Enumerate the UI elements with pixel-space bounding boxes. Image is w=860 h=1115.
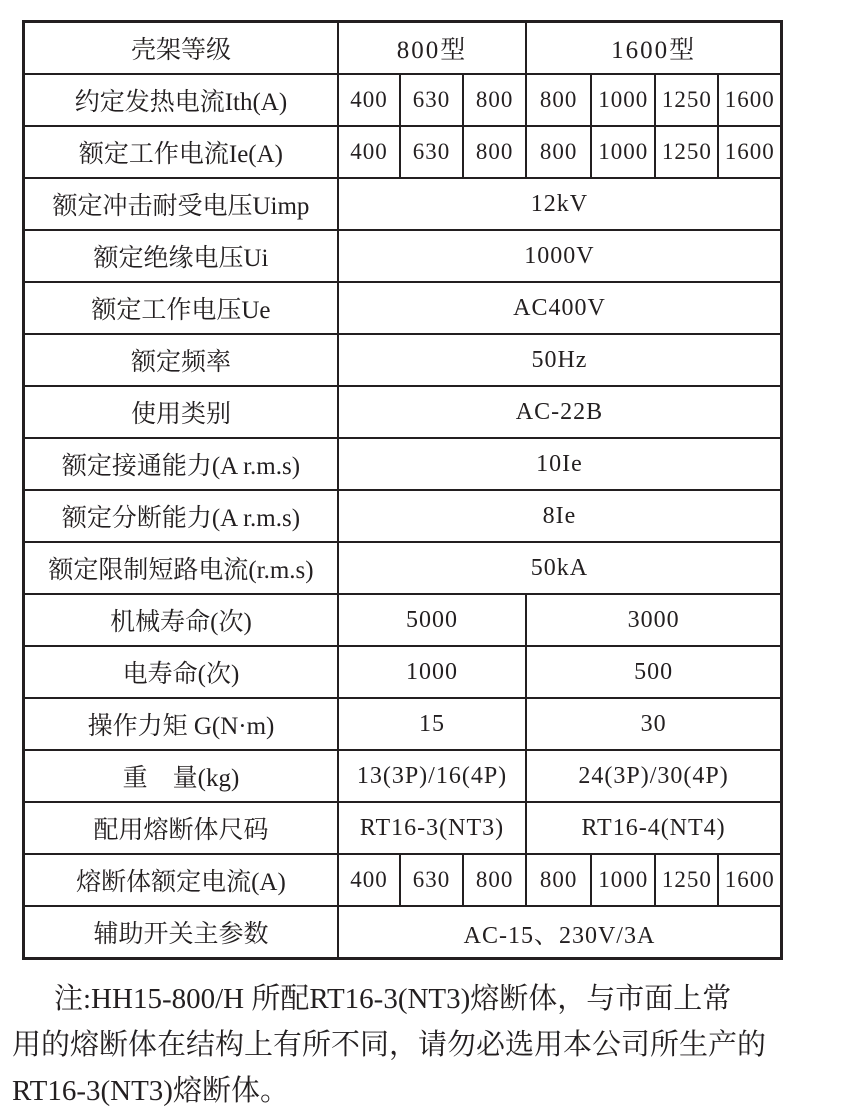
value-cell: 800 [463, 854, 526, 906]
row-making-capacity [24, 438, 782, 490]
value-cell-1600: 24(3P)/30(4P) [526, 750, 781, 802]
value-cell-800: 5000 [338, 594, 526, 646]
value-cell: 800 [463, 74, 526, 126]
value-cell-1600: 30 [526, 698, 781, 750]
row-fuse-link-size [24, 802, 782, 854]
value-cell: 50Hz [338, 334, 782, 386]
value-cell: AC-15、230V/3A [338, 906, 782, 959]
footnote [12, 976, 832, 1114]
value-cell-800: 13(3P)/16(4P) [338, 750, 526, 802]
value-cell: AC-22B [338, 386, 782, 438]
row-label: 使用类别 [24, 386, 338, 438]
value-cell: 400 [338, 74, 400, 126]
value-cell: 630 [400, 126, 463, 178]
row-label: 配用熔断体尺码 [24, 802, 338, 854]
value-cell: 1600 [718, 126, 781, 178]
value-cell-800: 15 [338, 698, 526, 750]
row-limited-short-circuit-current [24, 542, 782, 594]
value-cell: 1250 [655, 854, 718, 906]
value-cell-800: 1000 [338, 646, 526, 698]
value-cell-1600: 3000 [526, 594, 781, 646]
value-cell: 8Ie [338, 490, 782, 542]
row-label: 熔断体额定电流(A) [24, 854, 338, 906]
row-label: 额定工作电压Ue [24, 282, 338, 334]
value-cell: 1600 [718, 74, 781, 126]
row-breaking-capacity [24, 490, 782, 542]
col-header-1600: 1600型 [526, 22, 781, 75]
row-label: 辅助开关主参数 [24, 906, 338, 959]
value-cell-1600: 500 [526, 646, 781, 698]
value-cell: 800 [526, 854, 591, 906]
value-cell: 1000V [338, 230, 782, 282]
value-cell: 1600 [718, 854, 781, 906]
row-label: 壳架等级 [24, 22, 338, 75]
value-cell: 1000 [591, 74, 655, 126]
value-cell: 800 [526, 126, 591, 178]
col-header-800: 800型 [338, 22, 526, 75]
value-cell: 400 [338, 854, 400, 906]
row-mechanical-life [24, 594, 782, 646]
row-label: 重 量(kg) [24, 750, 338, 802]
value-cell: 630 [400, 854, 463, 906]
value-cell: 1250 [655, 74, 718, 126]
value-cell: AC400V [338, 282, 782, 334]
value-cell: 1000 [591, 854, 655, 906]
row-label: 额定冲击耐受电压Uimp [24, 178, 338, 230]
row-conventional-thermal-current [24, 74, 782, 126]
row-insulation-voltage [24, 230, 782, 282]
value-cell-1600: RT16-4(NT4) [526, 802, 781, 854]
row-operational-voltage [24, 282, 782, 334]
row-electrical-life [24, 646, 782, 698]
row-label: 电寿命(次) [24, 646, 338, 698]
value-cell: 800 [463, 126, 526, 178]
row-label: 额定分断能力(A r.m.s) [24, 490, 338, 542]
row-fuse-rated-current [24, 854, 782, 906]
row-rated-operational-current [24, 126, 782, 178]
row-label: 额定绝缘电压Ui [24, 230, 338, 282]
value-cell: 1000 [591, 126, 655, 178]
row-label: 额定工作电流Ie(A) [24, 126, 338, 178]
row-label: 操作力矩 G(N·m) [24, 698, 338, 750]
footnote-line: 用的熔断体在结构上有所不同，请勿必选用本公司所生产的 [12, 1029, 767, 1061]
row-weight [24, 750, 782, 802]
value-cell: 400 [338, 126, 400, 178]
spec-table [22, 20, 783, 960]
value-cell: 12kV [338, 178, 782, 230]
value-cell: 1250 [655, 126, 718, 178]
row-rated-frequency [24, 334, 782, 386]
value-cell: 10Ie [338, 438, 782, 490]
row-label: 机械寿命(次) [24, 594, 338, 646]
value-cell: 630 [400, 74, 463, 126]
row-label: 额定限制短路电流(r.m.s) [24, 542, 338, 594]
row-frame-grade [24, 22, 782, 75]
row-impulse-withstand-voltage [24, 178, 782, 230]
value-cell-800: RT16-3(NT3) [338, 802, 526, 854]
row-auxiliary-switch-params [24, 906, 782, 959]
row-utilization-category [24, 386, 782, 438]
value-cell: 50kA [338, 542, 782, 594]
row-label: 约定发热电流Ith(A) [24, 74, 338, 126]
footnote-line: RT16-3(NT3)熔断体。 [12, 1075, 289, 1107]
value-cell: 800 [526, 74, 591, 126]
footnote-line: 注:HH15-800/H 所配RT16-3(NT3)熔断体，与市面上常 [54, 983, 732, 1015]
row-operating-torque [24, 698, 782, 750]
row-label: 额定频率 [24, 334, 338, 386]
row-label: 额定接通能力(A r.m.s) [24, 438, 338, 490]
